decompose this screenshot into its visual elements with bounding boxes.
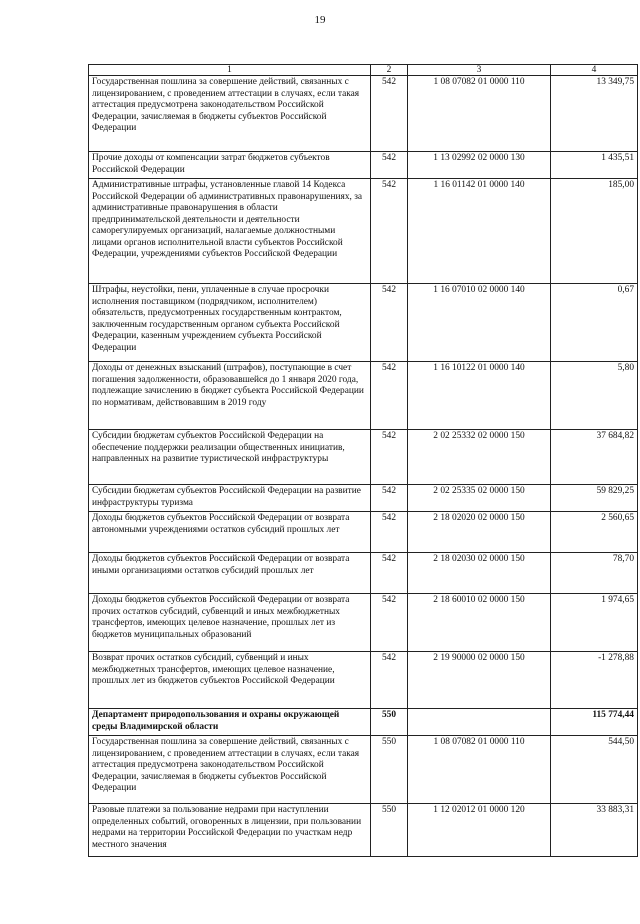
row-amount: 33 883,31 bbox=[551, 804, 638, 857]
row-budget-code: 1 08 07082 01 0000 110 bbox=[408, 736, 551, 804]
row-description: Субсидии бюджетам субъектов Российской Федерации на обеспечение поддержки реализации общественных инициатив, направленных на развитие туристической инфраструктуры bbox=[89, 430, 371, 485]
department-subtotal-row bbox=[89, 709, 638, 736]
table-header-row bbox=[89, 65, 638, 76]
table-row bbox=[89, 179, 638, 284]
row-amount: 115 774,44 bbox=[551, 709, 638, 736]
row-budget-code: 2 02 25332 02 0000 150 bbox=[408, 430, 551, 485]
row-description: Прочие доходы от компенсации затрат бюджетов субъектов Российской Федерации bbox=[89, 152, 371, 179]
row-description: Возврат прочих остатков субсидий, субвенций и иных межбюджетных трансфертов, имеющих целевое назначение, прошлых лет из бюджетов субъектов Российской Федерации bbox=[89, 652, 371, 709]
row-description: Департамент природопользования и охраны окружающей среды Владимирской области bbox=[89, 709, 371, 736]
row-amount: 1 974,65 bbox=[551, 594, 638, 652]
row-description: Государственная пошлина за совершение действий, связанных с лицензированием, с проведением аттестации в случаях, если такая аттестация предусмотрена законодательством Российской Федерации, зачисляемая в бюджеты субъектов Российской Федерации bbox=[89, 736, 371, 804]
row-admin-code: 542 bbox=[371, 652, 408, 709]
row-admin-code: 542 bbox=[371, 594, 408, 652]
row-amount: 0,67 bbox=[551, 284, 638, 362]
row-admin-code: 542 bbox=[371, 362, 408, 430]
table-row bbox=[89, 362, 638, 430]
row-amount: 37 684,82 bbox=[551, 430, 638, 485]
row-description: Разовые платежи за пользование недрами при наступлении определенных событий, оговоренных в лицензии, при пользовании недрами на территории Российской Федерации по участкам недр местного значения bbox=[89, 804, 371, 857]
row-description: Доходы бюджетов субъектов Российской Федерации от возврата автономными учреждениями остатков субсидий прошлых лет bbox=[89, 512, 371, 553]
row-budget-code: 1 16 01142 01 0000 140 bbox=[408, 179, 551, 284]
page-number: 19 bbox=[314, 14, 326, 26]
row-admin-code: 542 bbox=[371, 553, 408, 594]
row-admin-code: 542 bbox=[371, 179, 408, 284]
row-admin-code: 542 bbox=[371, 284, 408, 362]
row-admin-code: 542 bbox=[371, 485, 408, 512]
row-description: Государственная пошлина за совершение действий, связанных с лицензированием, с проведением аттестации в случаях, если такая аттестация предусмотрена законодательством Российской Федерации, зачисляемая в бюджеты субъектов Российской Федерации bbox=[89, 76, 371, 152]
row-budget-code: 1 08 07082 01 0000 110 bbox=[408, 76, 551, 152]
row-amount: 2 560,65 bbox=[551, 512, 638, 553]
revenue-table bbox=[88, 64, 638, 857]
row-description: Административные штрафы, установленные главой 14 Кодекса Российской Федерации об административных правонарушениях, за административные правонарушения в области предпринимательской деятельности и деятельности саморегулируемых организаций, налагаемые должностными лицами органов исполнительной власти субъектов Российской Федерации, учреждениями субъектов Российской Федерации bbox=[89, 179, 371, 284]
row-amount: 544,50 bbox=[551, 736, 638, 804]
row-amount: 13 349,75 bbox=[551, 76, 638, 152]
row-description: Доходы бюджетов субъектов Российской Федерации от возврата прочих остатков субсидий, субвенций и иных межбюджетных трансфертов, имеющих целевое назначение, прошлых лет из бюджетов муниципальных образований bbox=[89, 594, 371, 652]
table-row bbox=[89, 652, 638, 709]
row-amount: 1 435,51 bbox=[551, 152, 638, 179]
table-row bbox=[89, 284, 638, 362]
table-row bbox=[89, 485, 638, 512]
col-header-3: 3 bbox=[408, 65, 551, 76]
row-budget-code: 2 18 60010 02 0000 150 bbox=[408, 594, 551, 652]
col-header-4: 4 bbox=[551, 65, 638, 76]
row-admin-code: 542 bbox=[371, 512, 408, 553]
row-budget-code: 2 02 25335 02 0000 150 bbox=[408, 485, 551, 512]
table-row bbox=[89, 804, 638, 857]
table-row bbox=[89, 512, 638, 553]
table-row bbox=[89, 430, 638, 485]
row-amount: -1 278,88 bbox=[551, 652, 638, 709]
row-budget-code bbox=[408, 709, 551, 736]
row-amount: 5,80 bbox=[551, 362, 638, 430]
row-amount: 59 829,25 bbox=[551, 485, 638, 512]
row-admin-code: 550 bbox=[371, 709, 408, 736]
table-row bbox=[89, 594, 638, 652]
row-admin-code: 542 bbox=[371, 76, 408, 152]
table-row bbox=[89, 553, 638, 594]
table-row bbox=[89, 152, 638, 179]
col-header-2: 2 bbox=[371, 65, 408, 76]
row-description: Доходы бюджетов субъектов Российской Федерации от возврата иными организациями остатков субсидий прошлых лет bbox=[89, 553, 371, 594]
row-budget-code: 2 18 02030 02 0000 150 bbox=[408, 553, 551, 594]
row-admin-code: 550 bbox=[371, 736, 408, 804]
row-budget-code: 1 12 02012 01 0000 120 bbox=[408, 804, 551, 857]
table-row bbox=[89, 76, 638, 152]
row-description: Доходы от денежных взысканий (штрафов), поступающие в счет погашения задолженности, образовавшейся до 1 января 2020 года, подлежащие зачислению в бюджет субъекта Российской Федерации по нормативам, действовавшим в 2019 году bbox=[89, 362, 371, 430]
row-admin-code: 542 bbox=[371, 152, 408, 179]
row-description: Субсидии бюджетам субъектов Российской Федерации на развитие инфраструктуры туризма bbox=[89, 485, 371, 512]
row-budget-code: 1 13 02992 02 0000 130 bbox=[408, 152, 551, 179]
row-budget-code: 2 19 90000 02 0000 150 bbox=[408, 652, 551, 709]
row-budget-code: 1 16 07010 02 0000 140 bbox=[408, 284, 551, 362]
row-budget-code: 2 18 02020 02 0000 150 bbox=[408, 512, 551, 553]
row-budget-code: 1 16 10122 01 0000 140 bbox=[408, 362, 551, 430]
row-admin-code: 542 bbox=[371, 430, 408, 485]
table-row bbox=[89, 736, 638, 804]
row-amount: 185,00 bbox=[551, 179, 638, 284]
row-admin-code: 550 bbox=[371, 804, 408, 857]
col-header-1: 1 bbox=[89, 65, 371, 76]
row-description: Штрафы, неустойки, пени, уплаченные в случае просрочки исполнения поставщиком (подрядчиком, исполнителем) обязательств, предусмотренных государственным контрактом, заключенным государственным органом субъекта Российской Федерации, казенным учреждением субъекта Российской Федерации bbox=[89, 284, 371, 362]
row-amount: 78,70 bbox=[551, 553, 638, 594]
